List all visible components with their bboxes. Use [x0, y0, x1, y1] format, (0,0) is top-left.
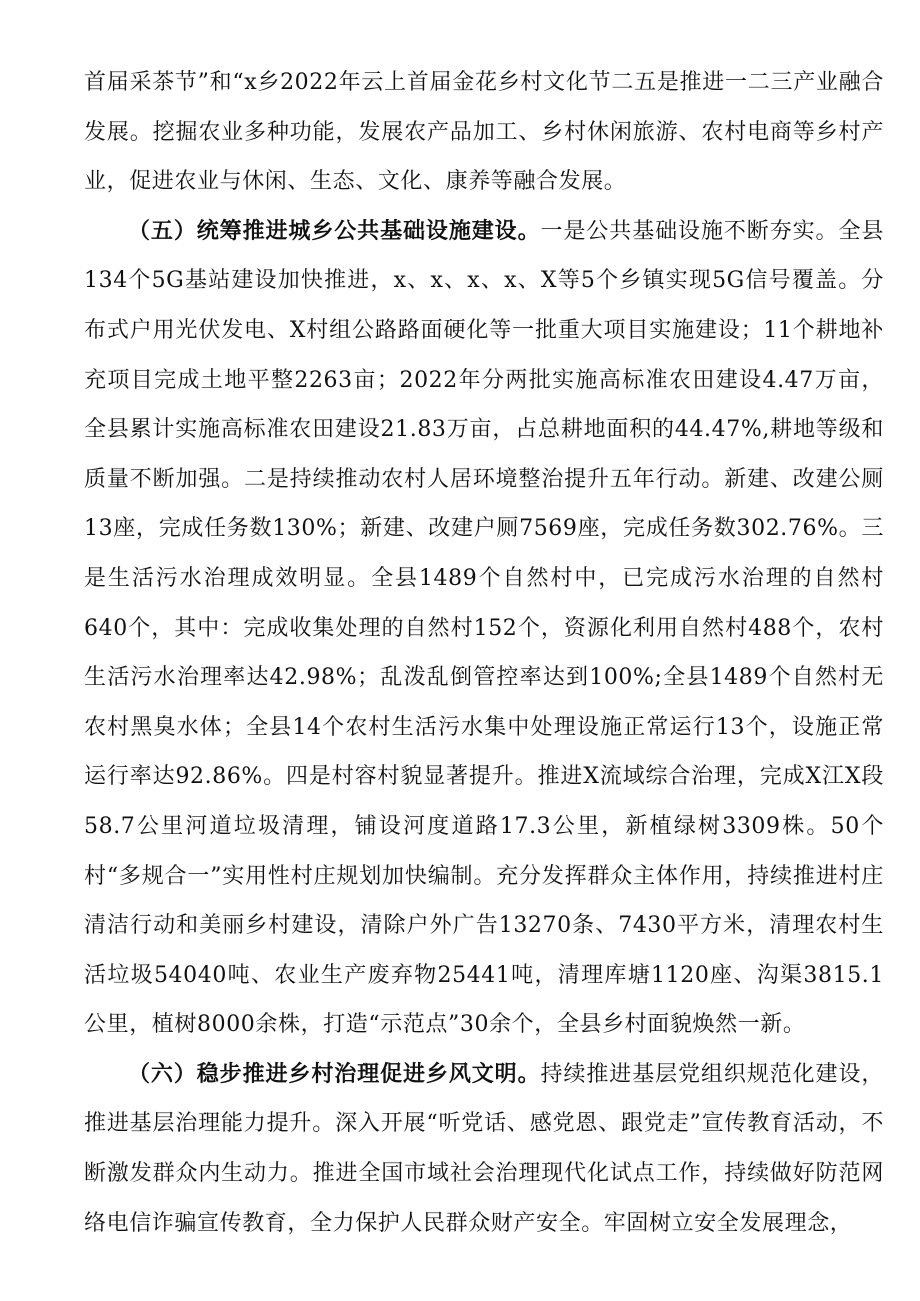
paragraph-text: 持续推进基层党组织规范化建设，推进基层治理能力提升。深入开展“听党话、感党恩、跟党走”宣传教育活动，不断激发群众内生动力。推进全国市域社会治理现代化试点工作，持续做好防范网络电信诈骗宣传教育，全力保护人民群众财产安全。牢固树立安全发展理念，	[84, 1061, 884, 1236]
paragraph-text: 首届采茶节”和“x乡2022年云上首届金花乡村文化节二五是推进一二三产业融合发展。挖掘农业多种功能，发展农产品加工、乡村休闲旅游、农村电商等乡村产业，促进农业与休闲、生态、文化、康养等融合发展。	[84, 70, 884, 195]
paragraph-text: 一是公共基础设施不断夯实。全县134个5G基站建设加快推进，x、x、x、x、X等5个乡镇实现5G信号覆盖。分布式户用光伏发电、X村组公路路面硬化等一批重大项目实施建设；11个耕地补充项目完成土地平整2263亩；2022年分两批实施高标准农田建设4.47万亩，全县累计实施高标准农田建设21.83万亩，占总耕地面积的44.47%,耕地等级和质量不断加强。二是持续推动农村人居环境整治提升五年行动。新建、改建公厕13座，完成任务数130%；新建、改建户厕7569座，完成任务数302.76%。三是生活污水治理成效明显。全县1489个自然村中，已完成污水治理的自然村640个，其中：完成收集处理的自然村152个，资源化利用自然村488个，农村生活污水治理率达42.98%；乱泼乱倒管控率达到100%;全县1489个自然村无农村黑臭水体；全县14个农村生活污水集中处理设施正常运行13个，设施正常运行率达92.86%。四是村容村貌显著提升。推进X流域综合治理，完成X江X段58.7公里河道垃圾清理，铺设河度道路17.3公里，新植绿树3309株。50个村“多规合一”实用性村庄规划加快编制。充分发挥群众主体作用，持续推进村庄清洁行动和美丽乡村建设，清除户外广告13270条、7430平方米，清理农村生活垃圾54040吨、农业生产废弃物25441吨，清理库塘1120座、沟渠3815.1公里，植树8000余株，打造“示范点”30余个，全县乡村面貌焕然一新。	[84, 218, 884, 1038]
section-heading: （五）统筹推进城乡公共基础设施建设。	[128, 217, 541, 244]
paragraph-section-five	[84, 207, 884, 1050]
section-heading: （六）稳步推进乡村治理促进乡风文明。	[128, 1060, 541, 1087]
paragraph-section-six	[84, 1050, 884, 1248]
document-page	[84, 58, 884, 1248]
paragraph-continuation	[84, 58, 884, 207]
